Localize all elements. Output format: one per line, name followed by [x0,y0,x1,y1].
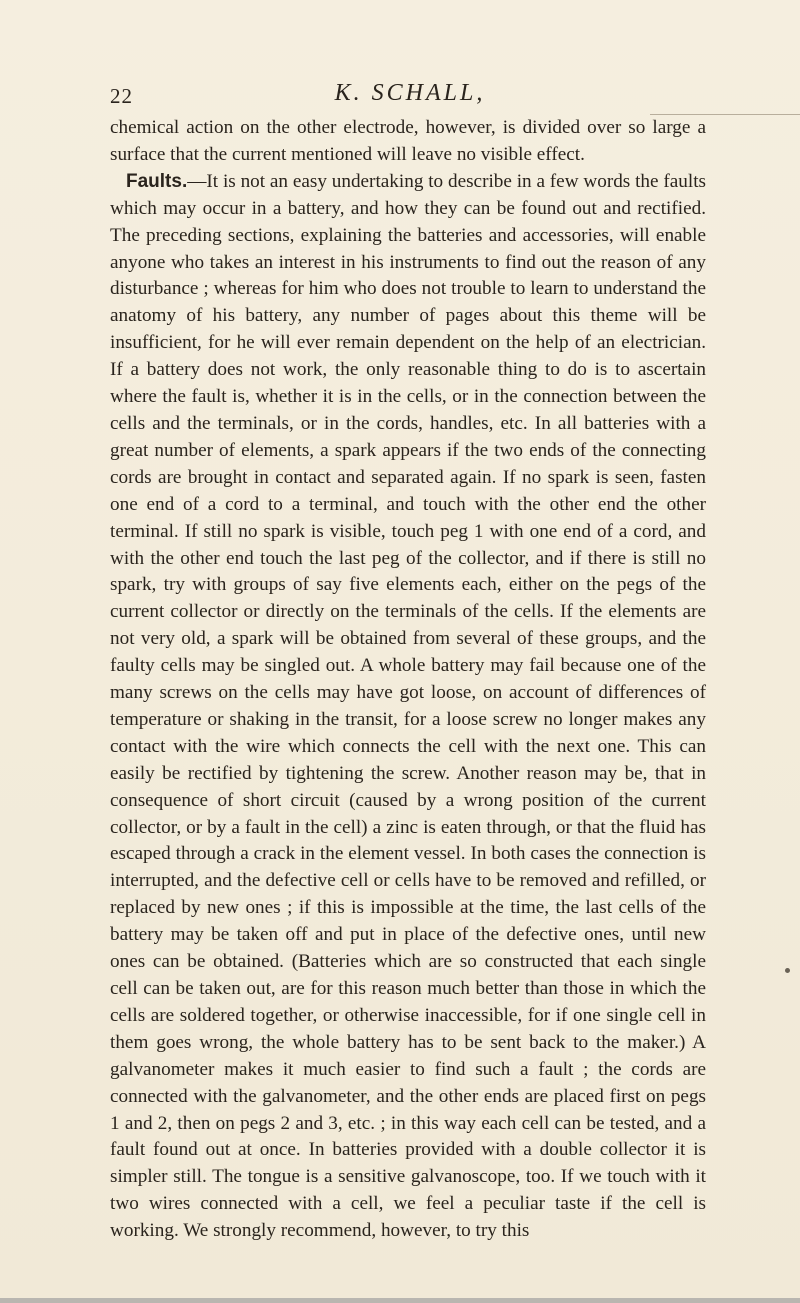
faults-paragraph [110,169,706,1245]
section-heading: Faults. [126,170,188,192]
page-bottom-edge [0,1298,800,1303]
running-head: K. SCHALL, [334,80,486,106]
margin-speck [785,968,790,973]
faults-paragraph-text: —It is not an easy undertaking to describe in a few words the faults which may occur in a battery, and how they can be found out and rectified. The preceding sections, explaining the batteries and accessories, will enable anyone who takes an interest in his instruments to find out the reason of any disturbance ; whereas for him who does not trouble to learn to understand the anatomy of his battery, any number of pages about this theme will be insufficient, for he will ever remain dependent on the help of an electrician. If a battery does not work, the only reasonable thing to do is to ascertain where the fault is, whether it is in the cells, or in the connection between the cells and the terminals, or in the cords, handles, etc. In all batteries with a great number of elements, a spark appears if the two ends of the connecting cords are brought in contact and separated again. If no spark is seen, fasten one end of a cord to a terminal, and touch with the other end the other terminal. If still no spark is visible, touch peg 1 with one end of a cord, and with the other end touch the last peg of the collector, and if there is still no spark, try with groups of say five elements each, either on the pegs of the current collector or directly on the terminals of the cells. If the elements are not very old, a spark will be obtained from several of these groups, and the faulty cells may be singled out. A whole battery may fail because one of the many screws on the cells may have got loose, on account of differences of temperature or shaking in the transit, for a loose screw no longer makes any contact with the wire which connects the cell with the next one. This can easily be rectified by tightening the screw. Another reason may be, that in consequence of short circuit (caused by a wrong position of the current collector, or by a fault in the cell) a zinc is eaten through, or that the fluid has escaped through a crack in the element vessel. In both cases the connection is interrupted, and the defective cell or cells have to be removed and refilled, or replaced by new ones ; if this is impossible at the time, the last cells of the battery may be taken off and put in place of the defective ones, until new ones can be obtained. (Batteries which are so constructed that each single cell can be taken out, are for this reason much better than those in which the cells are soldered together, or otherwise inaccessible, for if one single cell in them goes wrong, the whole battery has to be sent back to the maker.) A galvanometer makes it much easier to find such a fault ; the cords are connected with the galvanometer, and the other ends are placed first on pegs 1 and 2, then on pegs 2 and 3, etc. ; in this way each cell can be tested, and a fault found out at once. In batteries provided with a double collector it is simpler still. The tongue is a sensitive galvanoscope, too. If we touch with it two wires connected with a cell, we feel a peculiar taste if the cell is working. We strongly recommend, however, to try this [110,170,706,1242]
page-header [110,76,710,116]
page-number: 22 [110,84,133,108]
body-text [110,115,706,1245]
continuation-paragraph: chemical action on the other electrode, however, is divided over so large a surface that the current mentioned will leave no visible effect. [110,117,706,165]
